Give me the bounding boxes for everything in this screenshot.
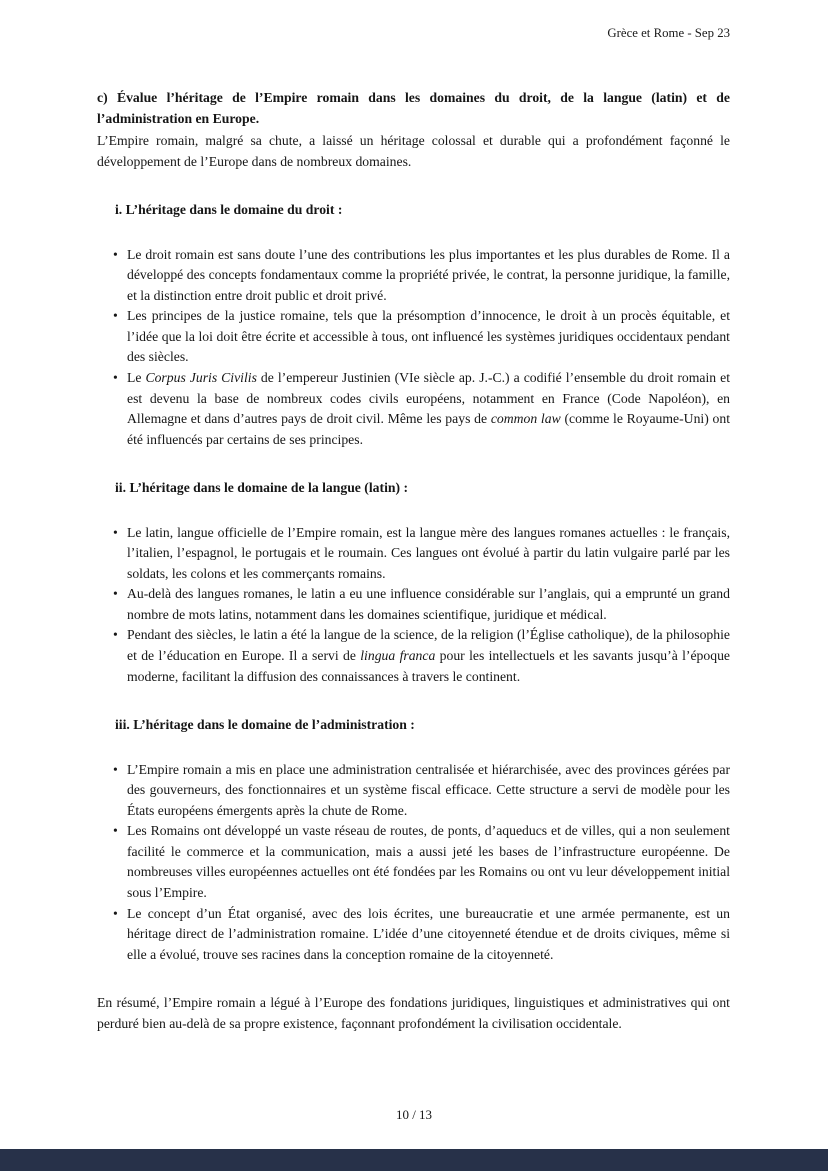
bullet-item: • Au-delà des langues romanes, le latin a eu une influence considérable sur l’anglais, qui a emprunté un grand nombre de mots latins, notamment dans les domaines scientifique, juridique et médical.: [112, 584, 730, 625]
bullet-item: • Le latin, langue officielle de l’Empire romain, est la langue mère des langues romanes actuelles : le français, l’italien, l’espagnol, le portugais et le roumain. Ces langues ont évolué à partir du latin vulgaire parlé par les soldats, les colons et les commerçants romains.: [112, 523, 730, 585]
intro-paragraph: L’Empire romain, malgré sa chute, a laissé un héritage colossal et durable qui a profondément façonné le développement de l’Europe dans de nombreux domaines.: [97, 133, 730, 169]
bottom-dark-bar: [0, 1149, 828, 1171]
bullet-item: • L’Empire romain a mis en place une administration centralisée et hiérarchisée, avec des provinces gérées par des gouverneurs, des fonctionnaires et un système fiscal efficace. Cette structure a servi de modèle pour les États européens émergents après la chute de Rome.: [112, 760, 730, 822]
question-title: c) Évalue l’héritage de l’Empire romain dans les domaines du droit, de la langue (latin) et de l’administration en Europe.: [97, 90, 730, 126]
page-header-date: Grèce et Rome - Sep 23: [607, 26, 730, 40]
bullet-item: • Les principes de la justice romaine, tels que la présomption d’innocence, le droit à un procès équitable, et l’idée que la loi doit être écrite et accessible à tous, ont influencé les systèmes juridiques occidentaux pendant des siècles.: [112, 306, 730, 368]
document-content: [97, 88, 730, 1034]
section-heading: iii. L’héritage dans le domaine de l’administration :: [115, 717, 415, 733]
bullet-item: • Le Corpus Juris Civilis de l’empereur Justinien (VIe siècle ap. J.-C.) a codifié l’ensemble du droit romain et est devenu la base de nombreux codes civils européens, notamment en France (Code Napoléon), en Allemagne et dans d’autres pays de droit civil. Même les pays de common law (comme le Royaume-Uni) ont été influencés par certains de ses principes.: [112, 368, 730, 450]
page-number: 10 / 13: [395, 1107, 433, 1122]
bullet-list: [112, 523, 730, 687]
conclusion-paragraph: En résumé, l’Empire romain a légué à l’Europe des fondations juridiques, linguistiques et administratives qui ont perduré bien au-delà de sa propre existence, façonnant profondément la civilisation occidentale.: [97, 995, 730, 1031]
section-heading: i. L’héritage dans le domaine du droit :: [115, 202, 343, 218]
bullet-list: [112, 760, 730, 965]
bullet-item: • Les Romains ont développé un vaste réseau de routes, de ponts, d’aqueducs et de villes, qui a non seulement facilité le commerce et la communication, mais a aussi jeté les bases de l’infrastructure européenne. De nombreuses villes européennes actuelles ont été fondées par les Romains ou ont vu leur développement initial sous l’Empire.: [112, 821, 730, 903]
bullet-item: • Pendant des siècles, le latin a été la langue de la science, de la religion (l’Église catholique), de la philosophie et de l’éducation en Europe. Il a servi de lingua franca pour les intellectuels et les savants jusqu’à l’époque moderne, facilitant la diffusion des connaissances à travers le continent.: [112, 625, 730, 687]
section-heading: ii. L’héritage dans le domaine de la langue (latin) :: [115, 480, 409, 496]
bullet-list: [112, 245, 730, 450]
bullet-item: • Le droit romain est sans doute l’une des contributions les plus importantes et les plus durables de Rome. Il a développé des concepts fondamentaux comme la propriété privée, le contrat, la personne juridique, la famille, et la distinction entre droit public et droit privé.: [112, 245, 730, 307]
sections: [97, 200, 730, 965]
bullet-item: • Le concept d’un État organisé, avec des lois écrites, une bureaucratie et une armée permanente, est un héritage direct de l’administration romaine. L’idée d’une citoyenneté étendue et de droits civiques, même si elle a évolué, trouve ses racines dans la conception romaine de la citoyenneté.: [112, 904, 730, 966]
